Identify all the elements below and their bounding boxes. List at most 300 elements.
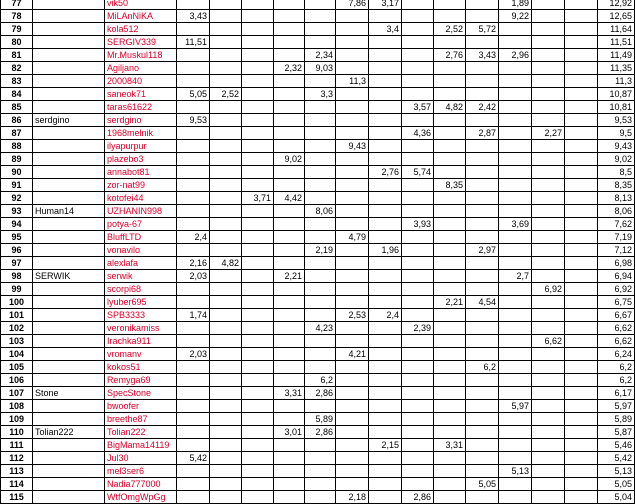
- score-cell: [434, 0, 466, 10]
- team-cell: [33, 49, 105, 62]
- score-cell: 3,69: [499, 218, 532, 231]
- score-cell: [305, 36, 336, 49]
- score-cell: [177, 244, 210, 257]
- score-cell: [242, 322, 274, 335]
- player-link[interactable]: vik50: [105, 0, 177, 10]
- score-cell: [565, 400, 598, 413]
- total-cell: 6,2: [598, 361, 635, 374]
- score-cell: [434, 166, 466, 179]
- score-cell: 2,21: [434, 296, 466, 309]
- score-cell: [402, 348, 434, 361]
- score-cell: [336, 452, 369, 465]
- rank-cell: 114: [1, 478, 33, 491]
- score-cell: [434, 361, 466, 374]
- score-cell: [274, 283, 305, 296]
- player-link[interactable]: ilyapurpur: [105, 140, 177, 153]
- score-cell: [434, 413, 466, 426]
- score-cell: [402, 231, 434, 244]
- score-cell: 2,27: [532, 127, 565, 140]
- score-cell: [274, 218, 305, 231]
- total-cell: 11,64: [598, 23, 635, 36]
- score-cell: 4,23: [305, 322, 336, 335]
- rank-cell: 77: [1, 0, 33, 10]
- score-cell: 2,86: [305, 426, 336, 439]
- score-cell: [210, 49, 242, 62]
- total-cell: 5,87: [598, 426, 635, 439]
- score-cell: 9,03: [305, 62, 336, 75]
- score-cell: [210, 322, 242, 335]
- score-cell: [242, 296, 274, 309]
- score-cell: [305, 283, 336, 296]
- player-link[interactable]: bwoofer: [105, 400, 177, 413]
- rank-cell: 80: [1, 36, 33, 49]
- rank-cell: 106: [1, 374, 33, 387]
- score-cell: [242, 452, 274, 465]
- score-cell: [210, 36, 242, 49]
- score-cell: 2,86: [305, 387, 336, 400]
- rank-cell: 105: [1, 361, 33, 374]
- score-cell: [466, 10, 499, 23]
- score-cell: 2,4: [369, 309, 402, 322]
- score-cell: [565, 127, 598, 140]
- player-link[interactable]: kola512: [105, 23, 177, 36]
- score-cell: [499, 478, 532, 491]
- team-cell: [33, 62, 105, 75]
- score-cell: 2,52: [210, 88, 242, 101]
- team-cell: [33, 75, 105, 88]
- score-cell: [242, 75, 274, 88]
- score-cell: [466, 88, 499, 101]
- rank-cell: 83: [1, 75, 33, 88]
- score-cell: [274, 36, 305, 49]
- score-cell: 11,51: [177, 36, 210, 49]
- score-cell: [565, 257, 598, 270]
- score-cell: [242, 244, 274, 257]
- score-cell: [532, 348, 565, 361]
- score-cell: 1,96: [369, 244, 402, 257]
- score-cell: [242, 205, 274, 218]
- score-cell: [565, 114, 598, 127]
- player-link[interactable]: Remyga69: [105, 374, 177, 387]
- player-link[interactable]: 2000840: [105, 75, 177, 88]
- player-link[interactable]: vromanv: [105, 348, 177, 361]
- score-cell: [402, 374, 434, 387]
- score-cell: [565, 426, 598, 439]
- total-cell: 6,17: [598, 387, 635, 400]
- score-cell: [369, 478, 402, 491]
- player-link[interactable]: WtfOmgWpGg: [105, 491, 177, 504]
- score-cell: [402, 244, 434, 257]
- team-cell: [33, 478, 105, 491]
- score-cell: [402, 36, 434, 49]
- score-cell: [210, 283, 242, 296]
- score-cell: [565, 140, 598, 153]
- team-cell: [33, 179, 105, 192]
- score-cell: 3,4: [369, 23, 402, 36]
- score-cell: [532, 257, 565, 270]
- score-cell: [402, 439, 434, 452]
- rank-cell: 91: [1, 179, 33, 192]
- score-cell: [369, 491, 402, 504]
- score-cell: [434, 387, 466, 400]
- score-cell: 4,79: [336, 231, 369, 244]
- score-cell: 2,16: [177, 257, 210, 270]
- player-link[interactable]: serwik: [105, 270, 177, 283]
- score-cell: [434, 140, 466, 153]
- table-row: [1, 309, 635, 322]
- score-cell: [499, 179, 532, 192]
- score-cell: [305, 192, 336, 205]
- score-cell: 2,52: [434, 23, 466, 36]
- table-row: [1, 49, 635, 62]
- score-cell: [434, 452, 466, 465]
- score-cell: [565, 0, 598, 10]
- score-cell: [499, 348, 532, 361]
- score-cell: [499, 296, 532, 309]
- score-cell: [336, 244, 369, 257]
- player-link[interactable]: lyuber695: [105, 296, 177, 309]
- score-cell: [565, 231, 598, 244]
- total-cell: 7,19: [598, 231, 635, 244]
- player-link[interactable]: BluffLTD: [105, 231, 177, 244]
- score-cell: [369, 335, 402, 348]
- table-row: [1, 322, 635, 335]
- score-cell: 2,76: [369, 166, 402, 179]
- score-cell: [242, 114, 274, 127]
- score-cell: [210, 205, 242, 218]
- score-cell: [402, 400, 434, 413]
- score-cell: [565, 309, 598, 322]
- score-cell: [305, 75, 336, 88]
- score-cell: [210, 426, 242, 439]
- score-cell: [402, 465, 434, 478]
- table-row: [1, 374, 635, 387]
- score-cell: [305, 257, 336, 270]
- score-cell: 3,01: [274, 426, 305, 439]
- player-link[interactable]: BigMama14119: [105, 439, 177, 452]
- score-cell: [177, 75, 210, 88]
- player-link[interactable]: MiLAnNiKA: [105, 10, 177, 23]
- score-cell: [210, 231, 242, 244]
- total-cell: 11,35: [598, 62, 635, 75]
- score-cell: [434, 465, 466, 478]
- player-link[interactable]: saneok71: [105, 88, 177, 101]
- total-cell: 11,51: [598, 36, 635, 49]
- total-cell: 5,89: [598, 413, 635, 426]
- score-cell: [274, 23, 305, 36]
- score-cell: [210, 140, 242, 153]
- score-cell: [274, 114, 305, 127]
- player-link[interactable]: Agiljano: [105, 62, 177, 75]
- score-cell: [402, 309, 434, 322]
- rank-cell: 97: [1, 257, 33, 270]
- total-cell: 5,42: [598, 452, 635, 465]
- score-cell: [242, 179, 274, 192]
- team-cell: Stone: [33, 387, 105, 400]
- score-cell: [532, 179, 565, 192]
- score-cell: [336, 218, 369, 231]
- score-cell: [242, 283, 274, 296]
- score-cell: [402, 62, 434, 75]
- player-link[interactable]: UZHANIN998: [105, 205, 177, 218]
- score-cell: [177, 335, 210, 348]
- score-cell: [565, 478, 598, 491]
- score-cell: [369, 322, 402, 335]
- rank-cell: 104: [1, 348, 33, 361]
- score-cell: [210, 166, 242, 179]
- score-cell: [466, 75, 499, 88]
- player-link[interactable]: breethe87: [105, 413, 177, 426]
- score-cell: [242, 23, 274, 36]
- score-cell: [336, 101, 369, 114]
- score-cell: [434, 75, 466, 88]
- score-cell: [532, 23, 565, 36]
- team-cell: [33, 491, 105, 504]
- score-cell: [305, 114, 336, 127]
- rank-cell: 100: [1, 296, 33, 309]
- rank-cell: 93: [1, 205, 33, 218]
- score-cell: [499, 257, 532, 270]
- score-cell: 9,53: [177, 114, 210, 127]
- score-cell: [210, 114, 242, 127]
- total-cell: 6,2: [598, 374, 635, 387]
- total-cell: 10,81: [598, 101, 635, 114]
- score-cell: [210, 400, 242, 413]
- score-cell: [532, 192, 565, 205]
- score-cell: [466, 348, 499, 361]
- player-link[interactable]: vonavilo: [105, 244, 177, 257]
- score-cell: [305, 23, 336, 36]
- score-cell: [274, 49, 305, 62]
- score-cell: [177, 478, 210, 491]
- score-cell: [305, 452, 336, 465]
- table-row: [1, 101, 635, 114]
- score-cell: [177, 387, 210, 400]
- player-link[interactable]: potya-67: [105, 218, 177, 231]
- score-cell: [242, 387, 274, 400]
- score-cell: [369, 231, 402, 244]
- score-cell: [274, 205, 305, 218]
- score-cell: [466, 387, 499, 400]
- player-link[interactable]: SERGIV339: [105, 36, 177, 49]
- table-row: [1, 192, 635, 205]
- score-cell: [210, 335, 242, 348]
- score-cell: [565, 296, 598, 309]
- player-link[interactable]: veronikamiss: [105, 322, 177, 335]
- score-cell: [242, 439, 274, 452]
- score-cell: [336, 10, 369, 23]
- score-cell: [499, 192, 532, 205]
- score-cell: [466, 491, 499, 504]
- score-cell: 5,05: [466, 478, 499, 491]
- score-cell: [336, 270, 369, 283]
- score-cell: [532, 0, 565, 10]
- score-cell: 5,42: [177, 452, 210, 465]
- score-cell: [499, 426, 532, 439]
- score-cell: [466, 140, 499, 153]
- score-cell: [369, 296, 402, 309]
- player-link[interactable]: 1968melnik: [105, 127, 177, 140]
- table-row: [1, 491, 635, 504]
- score-cell: 9,02: [274, 153, 305, 166]
- score-cell: [336, 439, 369, 452]
- score-cell: [336, 335, 369, 348]
- score-cell: [565, 413, 598, 426]
- score-cell: [305, 10, 336, 23]
- table-row: [1, 88, 635, 101]
- score-cell: [466, 309, 499, 322]
- player-link[interactable]: mel3ser6: [105, 465, 177, 478]
- table-row: [1, 283, 635, 296]
- score-cell: 11,3: [336, 75, 369, 88]
- score-cell: 6,92: [532, 283, 565, 296]
- score-cell: [434, 114, 466, 127]
- score-cell: [242, 270, 274, 283]
- score-cell: 5,13: [499, 465, 532, 478]
- rank-cell: 102: [1, 322, 33, 335]
- rank-cell: 99: [1, 283, 33, 296]
- score-cell: [466, 413, 499, 426]
- score-cell: [242, 361, 274, 374]
- score-cell: 3,17: [369, 0, 402, 10]
- score-cell: [210, 413, 242, 426]
- score-cell: [369, 426, 402, 439]
- score-cell: [210, 465, 242, 478]
- score-cell: [177, 0, 210, 10]
- score-cell: [565, 179, 598, 192]
- score-cell: [434, 335, 466, 348]
- score-cell: [242, 88, 274, 101]
- table-row: [1, 62, 635, 75]
- score-cell: [210, 296, 242, 309]
- team-cell: [33, 244, 105, 257]
- score-cell: [434, 309, 466, 322]
- score-cell: 8,35: [434, 179, 466, 192]
- score-cell: [402, 283, 434, 296]
- score-cell: [305, 218, 336, 231]
- table-row: [1, 465, 635, 478]
- table-row: [1, 75, 635, 88]
- score-cell: [336, 62, 369, 75]
- player-link[interactable]: scorpi68: [105, 283, 177, 296]
- player-link[interactable]: Nadia777000: [105, 478, 177, 491]
- rank-cell: 84: [1, 88, 33, 101]
- team-cell: [33, 140, 105, 153]
- player-link[interactable]: Tolian222: [105, 426, 177, 439]
- score-cell: [434, 283, 466, 296]
- total-cell: 9,5: [598, 127, 635, 140]
- score-cell: [565, 439, 598, 452]
- score-cell: [532, 101, 565, 114]
- score-cell: [210, 309, 242, 322]
- score-cell: [274, 166, 305, 179]
- table-row: [1, 23, 635, 36]
- player-link[interactable]: kotofei44: [105, 192, 177, 205]
- team-cell: [33, 218, 105, 231]
- rank-cell: 86: [1, 114, 33, 127]
- score-cell: [466, 283, 499, 296]
- score-cell: [274, 348, 305, 361]
- player-link[interactable]: serdgino: [105, 114, 177, 127]
- score-cell: [369, 101, 402, 114]
- player-link[interactable]: taras61622: [105, 101, 177, 114]
- score-cell: [242, 140, 274, 153]
- player-link[interactable]: plazebo3: [105, 153, 177, 166]
- table-row: [1, 387, 635, 400]
- score-cell: [402, 205, 434, 218]
- score-cell: [274, 231, 305, 244]
- score-cell: [274, 478, 305, 491]
- score-cell: [274, 296, 305, 309]
- score-cell: [242, 166, 274, 179]
- score-cell: [210, 23, 242, 36]
- score-cell: [210, 179, 242, 192]
- score-cell: [210, 101, 242, 114]
- player-link[interactable]: kokos51: [105, 361, 177, 374]
- score-cell: [336, 49, 369, 62]
- score-cell: [369, 88, 402, 101]
- score-cell: [402, 296, 434, 309]
- score-cell: [177, 153, 210, 166]
- score-cell: 2,87: [466, 127, 499, 140]
- score-cell: [369, 218, 402, 231]
- score-cell: [466, 322, 499, 335]
- score-cell: 4,21: [336, 348, 369, 361]
- team-cell: Human14: [33, 205, 105, 218]
- score-cell: [402, 335, 434, 348]
- player-link[interactable]: Irachka911: [105, 335, 177, 348]
- score-cell: [369, 192, 402, 205]
- player-link[interactable]: annabot81: [105, 166, 177, 179]
- score-cell: [434, 88, 466, 101]
- player-link[interactable]: SpecStone: [105, 387, 177, 400]
- player-link[interactable]: SPB3333: [105, 309, 177, 322]
- score-cell: [434, 491, 466, 504]
- player-link[interactable]: Mr.Muskul118: [105, 49, 177, 62]
- score-cell: [242, 465, 274, 478]
- score-cell: 2,96: [499, 49, 532, 62]
- score-cell: [210, 478, 242, 491]
- score-cell: [242, 348, 274, 361]
- player-link[interactable]: zor-nat99: [105, 179, 177, 192]
- score-cell: [336, 166, 369, 179]
- score-cell: [466, 205, 499, 218]
- score-cell: [274, 257, 305, 270]
- score-cell: [466, 114, 499, 127]
- score-cell: [532, 322, 565, 335]
- score-cell: 2,03: [177, 348, 210, 361]
- score-cell: [532, 166, 565, 179]
- score-cell: [532, 231, 565, 244]
- score-cell: [242, 478, 274, 491]
- score-cell: [369, 257, 402, 270]
- score-cell: [336, 478, 369, 491]
- score-cell: 5,97: [499, 400, 532, 413]
- score-cell: [242, 491, 274, 504]
- table-row: [1, 244, 635, 257]
- table-row: [1, 335, 635, 348]
- player-link[interactable]: Jul30: [105, 452, 177, 465]
- score-cell: [434, 153, 466, 166]
- score-cell: 2,19: [305, 244, 336, 257]
- score-cell: [402, 10, 434, 23]
- score-cell: [274, 10, 305, 23]
- score-cell: [532, 36, 565, 49]
- score-cell: [565, 88, 598, 101]
- score-cell: [499, 205, 532, 218]
- score-cell: [499, 101, 532, 114]
- player-link[interactable]: alexlafa: [105, 257, 177, 270]
